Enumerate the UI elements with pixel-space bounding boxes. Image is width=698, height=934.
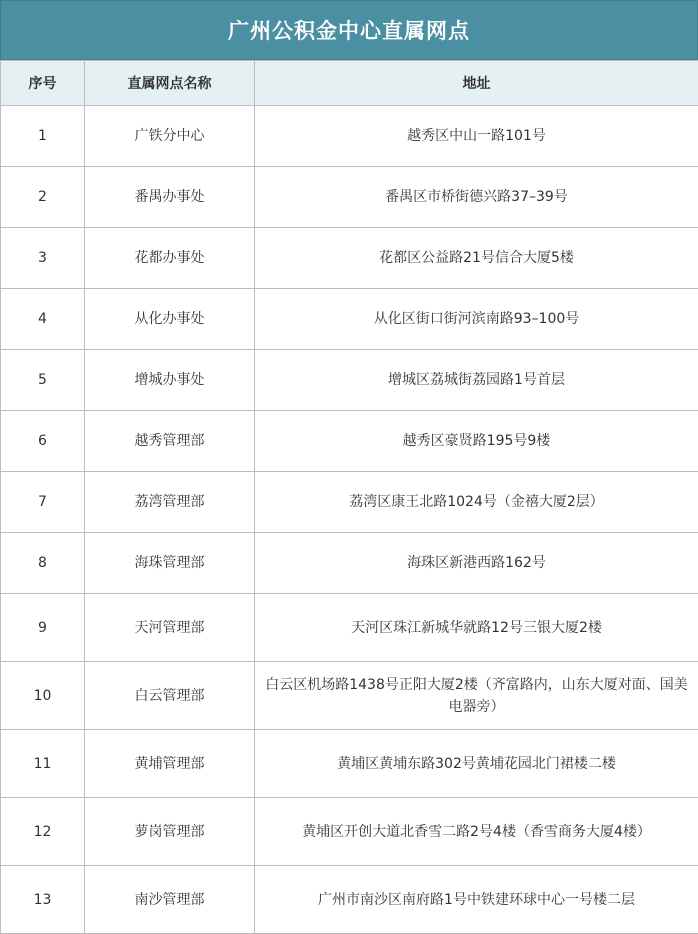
- table-row: [1, 289, 698, 350]
- cell-name: 越秀管理部: [85, 411, 255, 472]
- cell-name: 黄埔管理部: [85, 730, 255, 798]
- table-row: [1, 866, 698, 934]
- cell-name: 白云管理部: [85, 662, 255, 730]
- cell-name: 广铁分中心: [85, 106, 255, 167]
- cell-no: 7: [1, 472, 85, 533]
- table-row: [1, 730, 698, 798]
- cell-name: 天河管理部: [85, 594, 255, 662]
- table-row: [1, 228, 698, 289]
- cell-name: 海珠管理部: [85, 533, 255, 594]
- table-row: [1, 350, 698, 411]
- cell-no: 5: [1, 350, 85, 411]
- table-header-row: [1, 61, 698, 106]
- cell-address: 增城区荔城街荔园路1号首层: [255, 350, 698, 411]
- table-row: [1, 533, 698, 594]
- table-row: [1, 594, 698, 662]
- cell-address: 黄埔区开创大道北香雪二路2号4楼（香雪商务大厦4楼）: [255, 798, 698, 866]
- table-row: [1, 662, 698, 730]
- cell-name: 萝岗管理部: [85, 798, 255, 866]
- cell-address: 广州市南沙区南府路1号中铁建环球中心一号楼二层: [255, 866, 698, 934]
- table-row: [1, 167, 698, 228]
- cell-name: 番禺办事处: [85, 167, 255, 228]
- cell-address: 荔湾区康王北路1024号（金禧大厦2层）: [255, 472, 698, 533]
- table-row: [1, 798, 698, 866]
- cell-no: 3: [1, 228, 85, 289]
- cell-name: 荔湾管理部: [85, 472, 255, 533]
- cell-address: 天河区珠江新城华就路12号三银大厦2楼: [255, 594, 698, 662]
- cell-name: 花都办事处: [85, 228, 255, 289]
- cell-address: 白云区机场路1438号正阳大厦2楼（齐富路内，山东大厦对面、国美电器旁）: [255, 662, 698, 730]
- cell-address: 越秀区中山一路101号: [255, 106, 698, 167]
- cell-name: 从化办事处: [85, 289, 255, 350]
- cell-no: 13: [1, 866, 85, 934]
- cell-no: 10: [1, 662, 85, 730]
- header-name: 直属网点名称: [85, 61, 255, 106]
- cell-no: 12: [1, 798, 85, 866]
- cell-no: 2: [1, 167, 85, 228]
- cell-no: 1: [1, 106, 85, 167]
- header-address: 地址: [255, 61, 698, 106]
- cell-no: 9: [1, 594, 85, 662]
- cell-no: 4: [1, 289, 85, 350]
- table-title: 广州公积金中心直属网点: [0, 0, 698, 60]
- cell-address: 黄埔区黄埔东路302号黄埔花园北门裙楼二楼: [255, 730, 698, 798]
- cell-name: 增城办事处: [85, 350, 255, 411]
- cell-no: 6: [1, 411, 85, 472]
- table-row: [1, 411, 698, 472]
- header-no: 序号: [1, 61, 85, 106]
- cell-address: 番禺区市桥街德兴路37–39号: [255, 167, 698, 228]
- cell-address: 花都区公益路21号信合大厦5楼: [255, 228, 698, 289]
- cell-no: 8: [1, 533, 85, 594]
- table-row: [1, 106, 698, 167]
- cell-address: 越秀区豪贤路195号9楼: [255, 411, 698, 472]
- cell-address: 从化区街口街河滨南路93–100号: [255, 289, 698, 350]
- table-row: [1, 472, 698, 533]
- branch-table: [0, 60, 698, 934]
- cell-name: 南沙管理部: [85, 866, 255, 934]
- cell-address: 海珠区新港西路162号: [255, 533, 698, 594]
- cell-no: 11: [1, 730, 85, 798]
